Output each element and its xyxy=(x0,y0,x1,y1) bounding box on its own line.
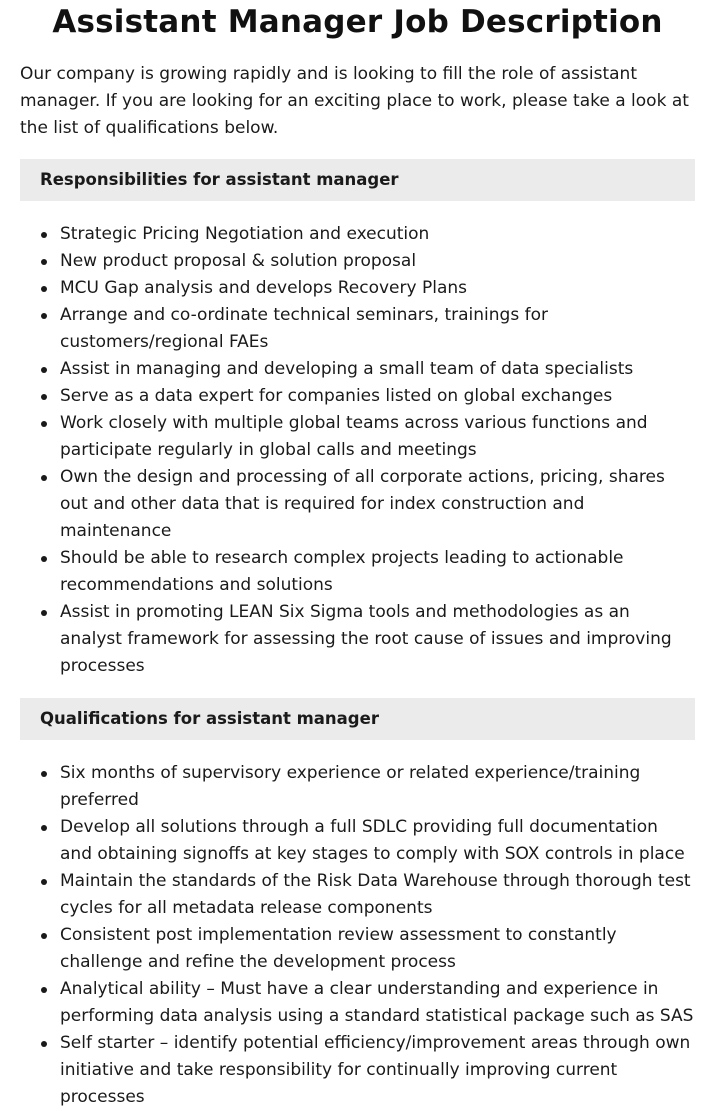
bullet-icon xyxy=(41,879,47,885)
list-item-text: Assist in managing and developing a small team of data specialists xyxy=(60,359,634,379)
bullet-icon xyxy=(41,825,47,831)
list-item-text: New product proposal & solution proposal xyxy=(60,251,417,271)
list-item xyxy=(20,356,695,383)
bullet-icon xyxy=(41,475,47,481)
responsibilities-heading: Responsibilities for assistant manager xyxy=(20,159,695,201)
list-item-text: Maintain the standards of the Risk Data Warehouse through thorough test cycles for all metadata release components xyxy=(60,871,691,918)
bullet-icon xyxy=(41,394,47,400)
list-item-text: Develop all solutions through a full SDLC providing full documentation and obtaining signoffs at key stages to comply with SOX controls in place xyxy=(60,817,685,864)
list-item-text: Assist in promoting LEAN Six Sigma tools and methodologies as an analyst framework for assessing the root cause of issues and improving processes xyxy=(60,602,672,676)
list-item xyxy=(20,464,695,545)
list-item xyxy=(20,814,695,868)
list-item xyxy=(20,383,695,410)
responsibilities-list xyxy=(20,221,695,680)
list-item-text: Serve as a data expert for companies listed on global exchanges xyxy=(60,386,613,406)
bullet-icon xyxy=(41,286,47,292)
page-title: Assistant Manager Job Description xyxy=(52,4,663,40)
list-item xyxy=(20,545,695,599)
list-item-text: MCU Gap analysis and develops Recovery Plans xyxy=(60,278,467,298)
bullet-icon xyxy=(41,259,47,265)
list-item xyxy=(20,221,695,248)
list-item xyxy=(20,599,695,680)
bullet-icon xyxy=(41,556,47,562)
list-item-text: Should be able to research complex projects leading to actionable recommendations and solutions xyxy=(60,548,624,595)
list-item-text: Consistent post implementation review assessment to constantly challenge and refine the development process xyxy=(60,925,617,972)
list-item xyxy=(20,248,695,275)
bullet-icon xyxy=(41,367,47,373)
list-item-text: Arrange and co-ordinate technical seminars, trainings for customers/regional FAEs xyxy=(60,305,548,352)
bullet-icon xyxy=(41,610,47,616)
bullet-icon xyxy=(41,987,47,993)
list-item xyxy=(20,922,695,976)
list-item xyxy=(20,976,695,1030)
bullet-icon xyxy=(41,933,47,939)
list-item xyxy=(20,410,695,464)
list-item xyxy=(20,868,695,922)
list-item-text: Six months of supervisory experience or related experience/training preferred xyxy=(60,763,641,810)
list-item-text: Own the design and processing of all corporate actions, pricing, shares out and other data that is required for index construction and maintenance xyxy=(60,467,665,541)
list-item xyxy=(20,760,695,814)
list-item-text: Self starter – identify potential efficiency/improvement areas through own initiative and take responsibility for continually improving current processes xyxy=(60,1033,691,1107)
bullet-icon xyxy=(41,232,47,238)
bullet-icon xyxy=(41,313,47,319)
intro-paragraph: Our company is growing rapidly and is looking to fill the role of assistant manager. If you are looking for an exciting place to work, please take a look at the list of qualifications below. xyxy=(20,64,689,138)
bullet-icon xyxy=(41,421,47,427)
list-item-text: Analytical ability – Must have a clear understanding and experience in performing data analysis using a standard statistical package such as SAS xyxy=(60,979,694,1026)
list-item-text: Work closely with multiple global teams across various functions and participate regularly in global calls and meetings xyxy=(60,413,648,460)
list-item-text: Strategic Pricing Negotiation and execution xyxy=(60,224,430,244)
list-item xyxy=(20,1030,695,1111)
list-item xyxy=(20,275,695,302)
qualifications-heading: Qualifications for assistant manager xyxy=(20,698,695,740)
list-item xyxy=(20,302,695,356)
bullet-icon xyxy=(41,771,47,777)
qualifications-list xyxy=(20,760,695,1111)
bullet-icon xyxy=(41,1041,47,1047)
